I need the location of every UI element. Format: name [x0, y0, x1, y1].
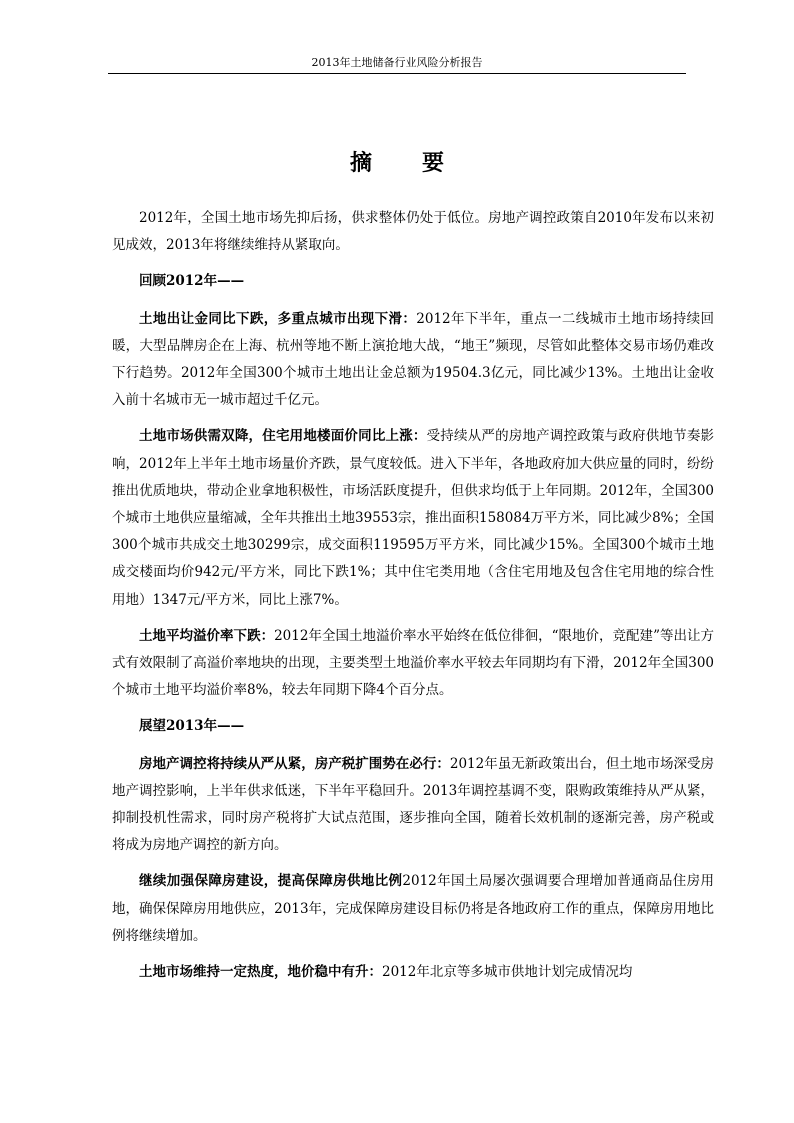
review-item-1-lead: 土地出让金同比下跌，多重点城市出现下滑： [139, 310, 417, 327]
review-item-3 [112, 623, 714, 705]
document-body [112, 205, 714, 995]
review-item-1 [112, 306, 714, 415]
review-item-2-lead: 土地市场供需双降，住宅用地楼面价同比上涨： [139, 428, 427, 445]
outlook-item-2-lead: 继续加强保障房建设，提高保障房供地比例 [139, 873, 403, 890]
review-item-3-lead: 土地平均溢价率下跌： [139, 627, 275, 644]
review-item-2-body: 受持续从严的房地产调控政策与政府供地节奏影响，2012年上半年土地市场量价齐跌，景气度较低。进入下半年，各地政府加大供应量的同时，纷纷推出优质地块，带动企业拿地积极性，市场活跃度提升，但供求均低于上年同期。2012年，全国300个城市土地供应量缩减，全年共推出土地39553宗，推出面积158084万平方米，同比减少8%；全国300个城市共成交土地30299宗，成交面积119595万平方米，同比减少15%。全国300个城市土地成交楼面均价942元/平方米，同比下跌1%；其中住宅类用地（含住宅用地及包含住宅用地的综合性用地）1347元/平方米，同比上涨7%。 [112, 428, 715, 608]
header-divider [108, 73, 686, 74]
review-item-1-body: 2012年下半年，重点一二线城市土地市场持续回暖，大型品牌房企在上海、杭州等地不断上演抢地大战，“地王”频现，尽管如此整体交易市场仍难改下行趋势。2012年全国300个城市土地出让金总额为19504.3亿元，同比减少13%。土地出让金收入前十名城市无一城市超过千亿元。 [112, 310, 715, 409]
outlook-item-1-body: 2012年虽无新政策出台，但土地市场深受房地产调控影响，上半年供求低迷，下半年平稳回升。2013年调控基调不变，限购政策维持从严从紧，抑制投机性需求，同时房产税将扩大试点范围，逐步推向全国，随着长效机制的逐渐完善，房产税或将成为房地产调控的新方向。 [112, 755, 715, 854]
review-heading: 回顾2012年—— [139, 273, 245, 290]
outlook-item-1-lead: 房地产调控将持续从严从紧，房产税扩围势在必行： [139, 755, 450, 772]
outlook-item-2-body: 2012年国土局屡次强调要合理增加普通商品住房用地，确保保障房用地供应，2013年，完成保障房建设目标仍将是各地政府工作的重点，保障房用地比例将继续增加。 [112, 873, 714, 944]
outlook-item-1 [112, 751, 714, 860]
outlook-item-2 [112, 868, 714, 950]
page-title: 摘 要 [349, 150, 458, 176]
outlook-item-3 [112, 959, 714, 986]
outlook-heading: 展望2013年—— [139, 718, 245, 735]
review-item-2 [112, 423, 714, 613]
intro-paragraph: 2012年，全国土地市场先抑后扬，供求整体仍处于低位。房地产调控政策自2010年发布以来初见成效，2013年将继续维持从紧取向。 [112, 210, 714, 254]
running-header: 2013年土地储备行业风险分析报告 [311, 56, 483, 69]
review-item-3-body: 2012年全国土地溢价率水平始终在低位徘徊，“限地价，竞配建”等出让方式有效限制了高溢价率地块的出现，主要类型土地溢价率水平较去年同期均有下滑，2012年全国300个城市土地平均溢价率8%，较去年同期下降4个百分点。 [112, 627, 715, 699]
outlook-item-3-body: 2012年北京等多城市供地计划完成情况均 [382, 964, 633, 981]
outlook-item-3-lead: 土地市场维持一定热度，地价稳中有升： [139, 964, 382, 981]
